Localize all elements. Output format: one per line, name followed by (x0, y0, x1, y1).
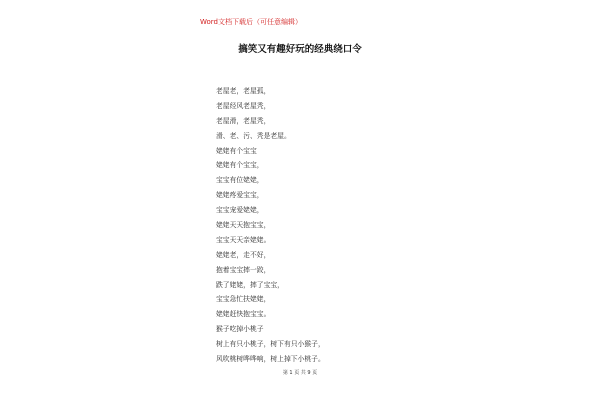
text-line: 姥姥赶快抱宝宝。 (216, 310, 271, 319)
text-line: 跌了姥姥，摔了宝宝， (216, 280, 284, 289)
text-line: 老屋老，老屋孤， (216, 87, 271, 95)
text-line: 抱着宝宝摔一跤， (216, 265, 271, 274)
text-line: 宝宝急忙扶姥姥， (216, 295, 271, 304)
text-line: 宝宝宠爱姥姥， (216, 206, 264, 215)
text-line: 姥姥疼爱宝宝， (216, 191, 264, 200)
page-indicator: 第 1 页 共 9 页 (282, 370, 318, 376)
text-line: 宝宝有位姥姥， (216, 176, 264, 185)
tongue-twister-lines (216, 84, 436, 367)
page-title: 搞笑又有趣好玩的经典绕口令 (238, 44, 362, 55)
text-line: 姥姥有个宝宝 (216, 146, 257, 155)
text-line: 树上有只小桃子，树下有只小猴子， (216, 340, 325, 349)
text-line: 猴子吃掉小桃子 (216, 325, 264, 334)
text-line: 宝宝天天亲姥姥。 (216, 235, 271, 244)
text-line: 老屋经风老屋秃， (216, 101, 271, 110)
download-watermark: Word文档下载后（可任意编辑） (200, 18, 302, 26)
text-line: 老屋滑，老屋秃， (216, 116, 271, 125)
text-line: 姥姥老，走不好， (216, 250, 271, 259)
text-line: 风吹桃树哗哗响，树上掉下小桃子。 (216, 355, 325, 364)
text-line: 滑、老、污、秃是老屋。 (216, 131, 291, 140)
text-line: 姥姥天天抱宝宝， (216, 221, 271, 230)
text-line: 姥姥有个宝宝， (216, 161, 264, 170)
